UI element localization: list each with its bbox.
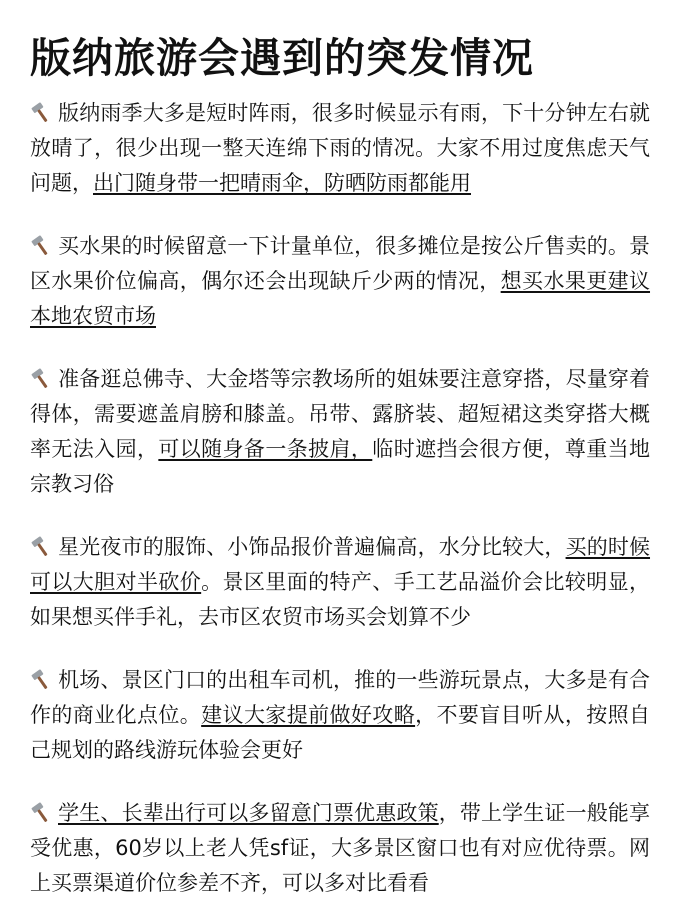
hammer-icon (30, 365, 54, 387)
hammer-icon (30, 799, 54, 821)
tip-text-after: 临时遮挡会很方便，尊重当地宗教习俗 (30, 437, 651, 496)
tip-item (30, 229, 650, 334)
tip-text: 版纳雨季大多是短时阵雨，很多时候显示有雨，下十分钟左右就放晴了，很少出现一整天连绵下雨的情况。大家不用过度焦虑天气问题， (30, 101, 650, 195)
tip-text: 星光夜市的服饰、小饰品报价普遍偏高，水分比较大， (58, 535, 566, 559)
tip-item (30, 96, 650, 201)
tip-highlight: 买的时候可以大胆对半砍价 (30, 535, 651, 594)
tip-highlight: 学生、长辈出行可以多留意门票优惠政策 (58, 801, 439, 825)
tip-item (30, 663, 650, 768)
tip-highlight: 建议大家提前做好攻略 (201, 703, 416, 727)
tip-text: 买水果的时候留意一下计量单位，很多摊位是按公斤售卖的。景区水果价位偏高，偶尔还会出现缺斤少两的情况， (30, 234, 650, 293)
hammer-icon (30, 666, 54, 688)
tip-item (30, 530, 650, 635)
tip-item (30, 362, 650, 502)
hammer-icon (30, 99, 54, 121)
tip-text-after: ，带上学生证一般能享受优惠，60岁以上老人凭sf证，大多景区窗口也有对应优待票。网上买票渠道价位参差不齐，可以多对比看看 (30, 801, 651, 895)
tip-text: 机场、景区门口的出租车司机，推的一些游玩景点，大多是有合作的商业化点位。 (30, 668, 650, 727)
tip-text-after: ，不要盲目听从，按照自己规划的路线游玩体验会更好 (30, 703, 651, 762)
tip-highlight: 出门随身带一把晴雨伞，防晒防雨都能用 (93, 171, 471, 195)
tips-list (30, 96, 650, 901)
tip-highlight: 可以随身备一条披肩， (158, 437, 373, 461)
tip-text: 准备逛总佛寺、大金塔等宗教场所的姐妹要注意穿搭，尽量穿着得体，需要遮盖肩膀和膝盖。吊带、露脐装、超短裙这类穿搭大概率无法入园， (30, 367, 650, 461)
tip-item (30, 796, 650, 901)
tip-text-after: 。景区里面的特产、手工艺品溢价会比较明显，如果想买伴手礼，去市区农贸市场买会划算不少 (30, 570, 651, 629)
page-title: 版纳旅游会遇到的突发情况 (30, 34, 534, 82)
hammer-icon (30, 533, 54, 555)
hammer-icon (30, 232, 54, 254)
tip-highlight: 想买水果更建议本地农贸市场 (30, 269, 651, 328)
